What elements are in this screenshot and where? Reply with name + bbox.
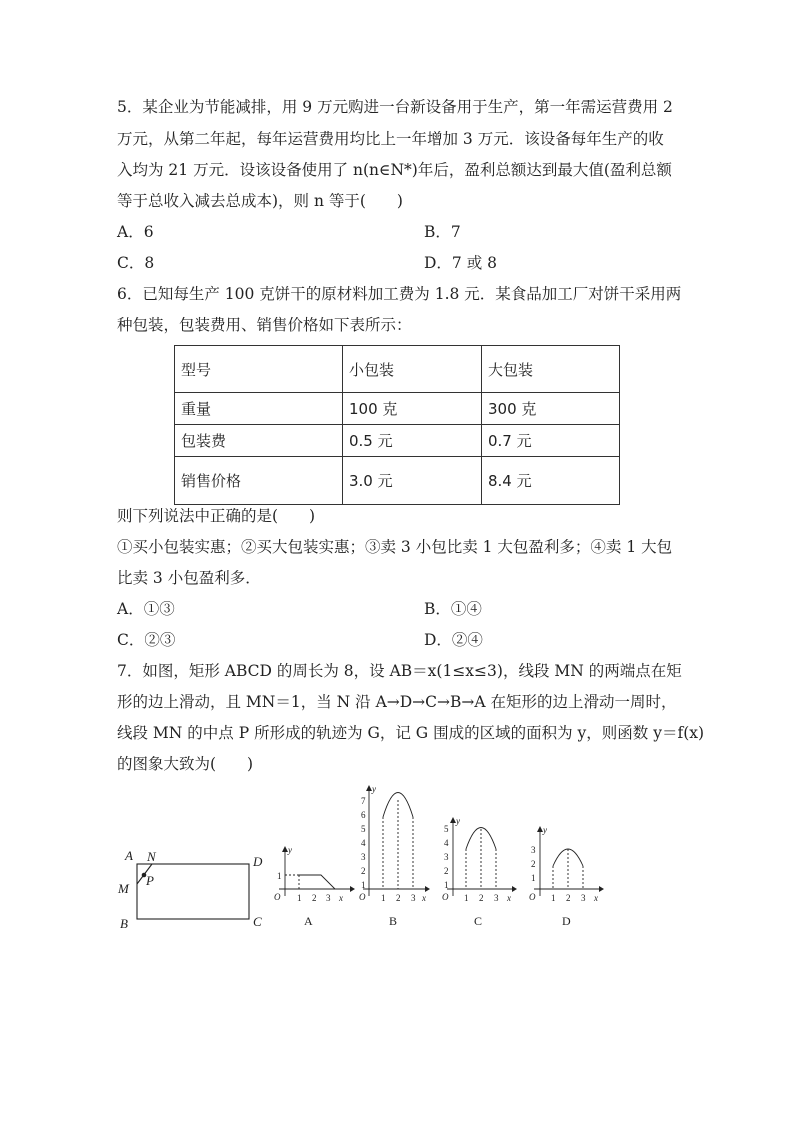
- q5-line-4: 等于总收入减去总成本)，则 n 等于( ): [117, 192, 403, 210]
- axis-origin-label: O: [442, 892, 449, 902]
- axis-origin-label: O: [529, 892, 536, 902]
- axis-x-label: x: [422, 893, 426, 903]
- table-cell: 100 克: [343, 393, 482, 425]
- table-header-cell: 小包装: [343, 346, 482, 393]
- label-m: M: [118, 881, 129, 896]
- table-cell: 包装费: [175, 425, 343, 457]
- graph-a-label: A: [304, 914, 313, 928]
- tick-label: 1: [444, 880, 449, 890]
- tick-label: 2: [361, 866, 366, 876]
- table-cell: 3.0 元: [343, 457, 482, 505]
- q6-option-d: D．②④: [424, 631, 483, 649]
- q6-after-line-2: ①买小包装实惠；②买大包装实惠；③卖 3 小包比卖 1 大包盈利多；④卖 1 大包: [117, 538, 673, 556]
- q6-after-line-3: 比卖 3 小包盈利多．: [117, 569, 261, 587]
- table-cell: 300 克: [482, 393, 620, 425]
- graph-b-label: B: [389, 914, 398, 928]
- tick-label: 4: [444, 838, 449, 848]
- tick-label: 1: [361, 880, 366, 890]
- tick-label: 1: [464, 893, 469, 903]
- q6-option-c: C．②③: [117, 631, 176, 649]
- table-cell: 0.5 元: [343, 425, 482, 457]
- axis-origin-label: O: [359, 892, 366, 902]
- axis-x-label: x: [339, 893, 343, 903]
- label-d: D: [253, 854, 263, 869]
- q7-line-1: 7．如图，矩形 ABCD 的周长为 8，设 AB＝x(1≤x≤3)，线段 MN 的两端点在矩: [117, 662, 682, 680]
- axis-y-label: y: [543, 825, 547, 835]
- q5-option-d: D．7 或 8: [424, 254, 498, 272]
- q7-line-3: 线段 MN 的中点 P 所形成的轨迹为 G，记 G 围成的区域的面积为 y，则函数 y＝f(x): [117, 724, 705, 742]
- graph-d: [529, 825, 604, 928]
- graph-c: [442, 816, 517, 928]
- q5-line-3: 入均为 21 万元．设该设备使用了 n(n∈N*)年后，盈利总额达到最大值(盈利总额: [117, 161, 672, 179]
- axis-origin-label: O: [274, 892, 281, 902]
- tick-label: 6: [361, 810, 366, 820]
- q6-option-b: B．①④: [424, 600, 482, 618]
- label-n: N: [147, 849, 156, 864]
- label-c: C: [253, 914, 262, 929]
- tick-label: 3: [581, 893, 586, 903]
- axis-y-label: y: [288, 845, 292, 855]
- label-p: P: [146, 873, 154, 888]
- q6-after-line-1: 则下列说法中正确的是( ): [117, 507, 316, 525]
- tick-label: 3: [326, 893, 331, 903]
- q5-line-2: 万元，从第二年起，每年运营费用均比上一年增加 3 万元．该设备每年生产的收: [117, 130, 664, 148]
- q6-line-1: 6．已知每生产 100 克饼干的原材料加工费为 1.8 元．某食品加工厂对饼干采用两: [117, 285, 682, 303]
- label-a: A: [125, 848, 133, 863]
- tick-label: 1: [551, 893, 556, 903]
- q5-option-a: A．6: [117, 223, 154, 241]
- q5-line-1: 5．某企业为节能减排，用 9 万元购进一台新设备用于生产，第一年需运营费用 2: [117, 98, 673, 116]
- tick-label: 5: [361, 824, 366, 834]
- tick-label: 2: [444, 866, 449, 876]
- tick-label: 3: [361, 852, 366, 862]
- table-cell: 重量: [175, 393, 343, 425]
- tick-label: 1: [297, 893, 302, 903]
- tick-label: 5: [444, 824, 449, 834]
- axis-x-label: x: [594, 893, 598, 903]
- q7-line-2: 形的边上滑动，且 MN＝1，当 N 沿 A→D→C→B→A 在矩形的边上滑动一周时，: [117, 693, 677, 711]
- axis-y-label: y: [372, 784, 376, 794]
- tick-label: 1: [531, 873, 536, 883]
- tick-label: 1: [381, 893, 386, 903]
- tick-label: 2: [531, 859, 536, 869]
- graph-c-label: C: [474, 914, 483, 928]
- table-cell: 销售价格: [175, 457, 343, 505]
- label-b: B: [120, 916, 128, 931]
- q6-line-2: 种包装，包装费用、销售价格如下表所示：: [117, 316, 412, 334]
- tick-label: 2: [396, 893, 401, 903]
- table-cell: 0.7 元: [482, 425, 620, 457]
- tick-label: 2: [312, 893, 317, 903]
- tick-label: 3: [411, 893, 416, 903]
- tick-label: 2: [566, 893, 571, 903]
- tick-label: 3: [494, 893, 499, 903]
- graph-d-label: D: [562, 914, 571, 928]
- table-header-cell: 大包装: [482, 346, 620, 393]
- tick-label: 4: [361, 838, 366, 848]
- tick-label: 3: [444, 852, 449, 862]
- graph-a: [274, 845, 355, 928]
- tick-label: 7: [361, 796, 366, 806]
- graph-b: [359, 784, 430, 928]
- table-header-cell: 型号: [175, 346, 343, 393]
- axis-x-label: x: [507, 893, 511, 903]
- axis-y-label: y: [456, 816, 460, 826]
- tick-label: 2: [479, 893, 484, 903]
- tick-label: 1: [277, 871, 282, 881]
- q5-option-b: B．7: [424, 223, 461, 241]
- q6-option-a: A．①③: [117, 600, 175, 618]
- table-cell: 8.4 元: [482, 457, 620, 505]
- q5-option-c: C．8: [117, 254, 155, 272]
- tick-label: 3: [531, 845, 536, 855]
- q7-line-4: 的图象大致为( ): [117, 755, 254, 773]
